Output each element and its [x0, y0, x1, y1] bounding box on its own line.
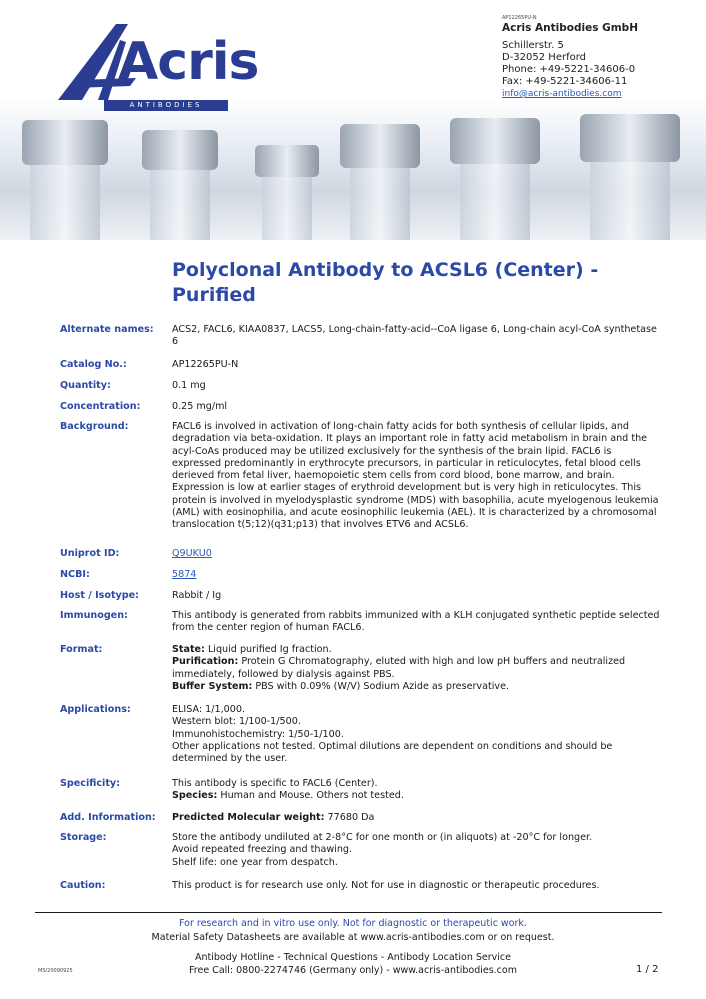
- molecular-weight-value: 77680 Da: [324, 812, 375, 823]
- value-catalog: AP12265PU-N: [172, 359, 239, 370]
- species-key: Species:: [172, 790, 218, 802]
- label-alternate-names: Alternate names:: [60, 324, 154, 335]
- specificity-text: This antibody is specific to FACL6 (Center).: [172, 778, 378, 789]
- label-specificity: Specificity:: [60, 778, 121, 789]
- page-number: 1 / 2: [636, 964, 659, 975]
- value-background: FACL6 is involved in activation of long-chain fatty acids for both synthesis of cellular lipids, and degradation via beta-oxidation. It plays an important role in fatty acid metabolism in brain and the acyl-CoAs produced may be utilized exclusively for the synthesis of the brain lipid. FACL6 is expressed predominantly in erythrocyte precursors, in particular in reticulocytes, fetal blood cells derieved from fetal liver, haemopoietic stem cells from cord blood, bone marrow, and brain. Expression is low at earlier stages of erythroid development but is very high in reticulocytes. This protein is involved in myelodysplastic syndrome (MDS) with basophilia, acute myelogenous leukemia (AML) with eosinophilia, and acute eosinophilic leukemia (AEL). It is characterized by a chromosomal translocation t(5;12)(q31;p13) that involves ETV6 and ACSL6.: [172, 421, 659, 531]
- label-catalog: Catalog No.:: [60, 359, 127, 370]
- company-address: [502, 14, 702, 100]
- molecular-weight-key: Predicted Molecular weight:: [172, 812, 325, 823]
- ncbi-link[interactable]: 5874: [172, 569, 197, 580]
- value-applications: [172, 704, 660, 765]
- value-specificity: [172, 778, 660, 803]
- storage-line-3: Shelf life: one year from despatch.: [172, 856, 338, 868]
- uniprot-link[interactable]: Q9UKU0: [172, 548, 212, 559]
- street: Schillerstr. 5: [502, 40, 564, 51]
- footer-hotline: Antibody Hotline - Technical Questions - Antibody Location Service: [195, 952, 511, 963]
- product-title: Polyclonal Antibody to ACSL6 (Center) - Purified: [172, 259, 599, 306]
- company-name: Acris Antibodies GmbH: [502, 22, 638, 34]
- logo-wordmark: Acris: [118, 32, 259, 92]
- label-storage: Storage:: [60, 832, 107, 843]
- header-banner: [0, 0, 706, 240]
- application-elisa: ELISA: 1/1,000.: [172, 704, 246, 715]
- footer-ms-code: MS/20090925: [38, 968, 73, 974]
- value-caution: This product is for research use only. Not for use in diagnostic or therapeutic procedures.: [172, 880, 600, 891]
- storage-line-2: Avoid repeated freezing and thawing.: [172, 844, 353, 856]
- format-buffer-key: Buffer System:: [172, 680, 253, 692]
- application-western-blot: Western blot: 1/100-1/500.: [172, 716, 301, 728]
- label-quantity: Quantity:: [60, 380, 111, 391]
- footer-free-call: Free Call: 0800-2274746 (Germany only) - www.acris-antibodies.com: [189, 965, 517, 976]
- format-purification-value: Protein G Chromatography, eluted with high and low pH buffers and neutralized immediately, followed by dialysis against PBS.: [172, 656, 626, 680]
- fax: Fax: +49-5221-34606-11: [502, 76, 628, 87]
- vials-photo: [0, 110, 706, 240]
- phone: Phone: +49-5221-34606-0: [502, 64, 636, 75]
- label-add-info: Add. Information:: [60, 812, 156, 823]
- footer-research-note: For research and in vitro use only. Not for diagnostic or therapeutic work.: [179, 918, 527, 929]
- application-note: Other applications not tested. Optimal dilutions are dependent on conditions and should be determined by the user.: [172, 740, 613, 765]
- label-host: Host / Isotype:: [60, 590, 140, 601]
- label-caution: Caution:: [60, 880, 106, 891]
- label-background: Background:: [60, 421, 129, 432]
- format-state-key: State:: [172, 644, 205, 655]
- logo-subtitle: ANTIBODIES: [104, 100, 228, 111]
- value-host: Rabbit / Ig: [172, 590, 222, 601]
- label-immunogen: Immunogen:: [60, 610, 128, 621]
- city: D-32052 Herford: [502, 52, 587, 63]
- value-format: [172, 644, 660, 693]
- application-ihc: Immunohistochemistry: 1/50-1/100.: [172, 728, 344, 740]
- value-immunogen: This antibody is generated from rabbits immunized with a KLH conjugated synthetic peptide selected from the center region of human FACL6.: [172, 610, 660, 634]
- format-state-value: Liquid purified Ig fraction.: [204, 644, 332, 655]
- value-storage: [172, 832, 660, 869]
- format-purification-key: Purification:: [172, 656, 239, 668]
- label-format: Format:: [60, 644, 103, 655]
- footer-msds-note: Material Safety Datasheets are available at www.acris-antibodies.com or on request.: [151, 932, 555, 943]
- value-quantity: 0.1 mg: [172, 380, 206, 391]
- catalog-number-small: AP12265PU-N: [502, 15, 537, 21]
- value-alternate-names: ACS2, FACL6, KIAA0837, LACS5, Long-chain-fatty-acid--CoA ligase 6, Long-chain acyl-CoA synthetase 6: [172, 324, 657, 348]
- format-buffer-value: PBS with 0.09% (W/V) Sodium Azide as preservative.: [252, 680, 510, 692]
- storage-line-1: Store the antibody undiluted at 2-8°C for one month or (in aliquots) at -20°C for longer.: [172, 832, 593, 843]
- species-value: Human and Mouse. Others not tested.: [217, 790, 404, 802]
- value-add-info: [172, 812, 660, 824]
- value-concentration: 0.25 mg/ml: [172, 401, 228, 412]
- footer-divider: [35, 912, 662, 913]
- label-ncbi: NCBI:: [60, 569, 90, 580]
- email-link[interactable]: info@acris-antibodies.com: [502, 89, 622, 99]
- acris-logo: [58, 20, 259, 112]
- label-applications: Applications:: [60, 704, 131, 715]
- label-uniprot: Uniprot ID:: [60, 548, 120, 559]
- label-concentration: Concentration:: [60, 401, 141, 412]
